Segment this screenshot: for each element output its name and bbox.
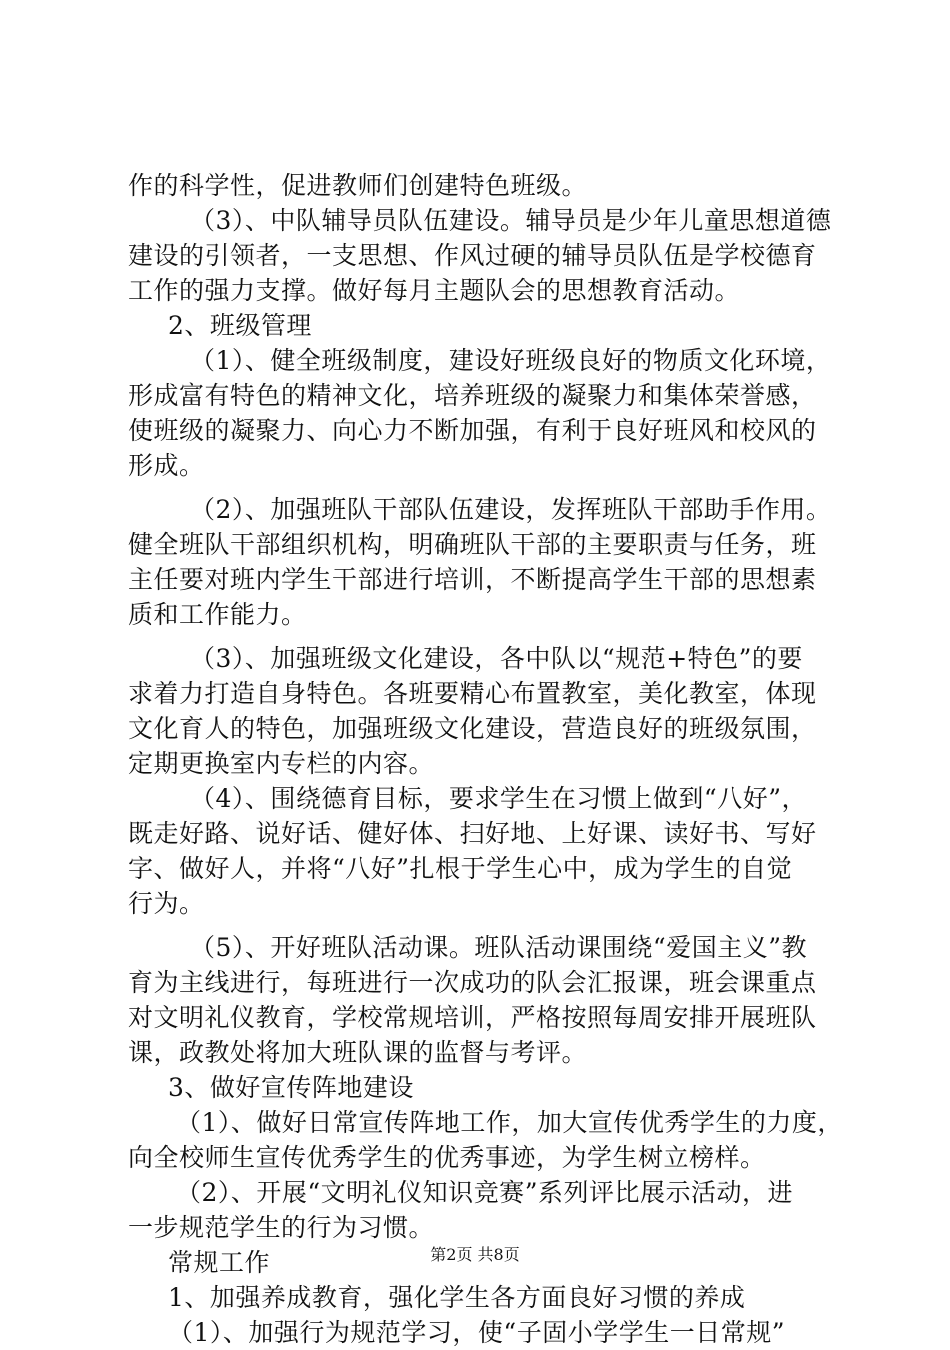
text-line: 定期更换室内专栏的内容。 <box>128 749 435 778</box>
text-line: （2）、开展“文明礼仪知识竞赛”系列评比展示活动，进 <box>176 1178 793 1207</box>
section-heading: 1、加强养成教育，强化学生各方面良好习惯的养成 <box>168 1283 746 1312</box>
section-heading: 2、班级管理 <box>168 311 312 340</box>
page-number-footer: 第2页 共8页 <box>430 1245 520 1264</box>
text-line: 形成。 <box>128 451 205 480</box>
text-line: 行为。 <box>128 889 205 918</box>
text-line: 主任要对班内学生干部进行培训，不断提高学生干部的思想素 <box>128 565 817 594</box>
document-body <box>128 168 843 1350</box>
text-line: 对文明礼仪教育，学校常规培训，严格按照每周安排开展班队 <box>128 1003 817 1032</box>
text-line: （4）、围绕德育目标，要求学生在习惯上做到“八好”， <box>190 784 807 813</box>
text-line: （2）、加强班队干部队伍建设，发挥班队干部助手作用。 <box>190 495 832 524</box>
text-line: 课，政教处将加大班队课的监督与考评。 <box>128 1038 588 1067</box>
text-line: 工作的强力支撑。做好每月主题队会的思想教育活动。 <box>128 276 741 305</box>
text-line: 向全校师生宣传优秀学生的优秀事迹，为学生树立榜样。 <box>128 1143 766 1172</box>
text-line: 建设的引领者，一支思想、作风过硬的辅导员队伍是学校德育 <box>128 241 817 270</box>
text-line: （5）、开好班队活动课。班队活动课围绕“爱国主义”教 <box>190 933 807 962</box>
text-line: 健全班队干部组织机构，明确班队干部的主要职责与任务，班 <box>128 530 817 559</box>
section-heading: 常规工作 <box>168 1248 271 1277</box>
text-line: 作的科学性，促进教师们创建特色班级。 <box>128 171 588 200</box>
text-line: 形成富有特色的精神文化，培养班级的凝聚力和集体荣誉感， <box>128 381 817 410</box>
text-line: 质和工作能力。 <box>128 600 307 629</box>
text-line: 使班级的凝聚力、向心力不断加强，有利于良好班风和校风的 <box>128 416 817 445</box>
text-line: （1）、做好日常宣传阵地工作，加大宣传优秀学生的力度， <box>176 1108 843 1137</box>
text-line: （1）、加强行为规范学习，使“子固小学学生一日常规” <box>168 1318 785 1347</box>
section-heading: 3、做好宣传阵地建设 <box>168 1073 414 1102</box>
text-line: 既走好路、说好话、健好体、扫好地、上好课、读好书、写好 <box>128 819 817 848</box>
text-line: 字、做好人，并将“八好”扎根于学生心中，成为学生的自觉 <box>128 854 793 883</box>
text-line: （1）、健全班级制度，建设好班级良好的物质文化环境， <box>190 346 832 375</box>
text-line: （3）、中队辅导员队伍建设。辅导员是少年儿童思想道德 <box>190 206 832 235</box>
text-line: （3）、加强班级文化建设，各中队以“规范+特色”的要 <box>190 644 803 673</box>
text-line: 求着力打造自身特色。各班要精心布置教室，美化教室，体现 <box>128 679 817 708</box>
text-line: 一步规范学生的行为习惯。 <box>128 1213 435 1242</box>
text-line: 育为主线进行，每班进行一次成功的队会汇报课，班会课重点 <box>128 968 817 997</box>
text-line: 文化育人的特色，加强班级文化建设，营造良好的班级氛围， <box>128 714 817 743</box>
